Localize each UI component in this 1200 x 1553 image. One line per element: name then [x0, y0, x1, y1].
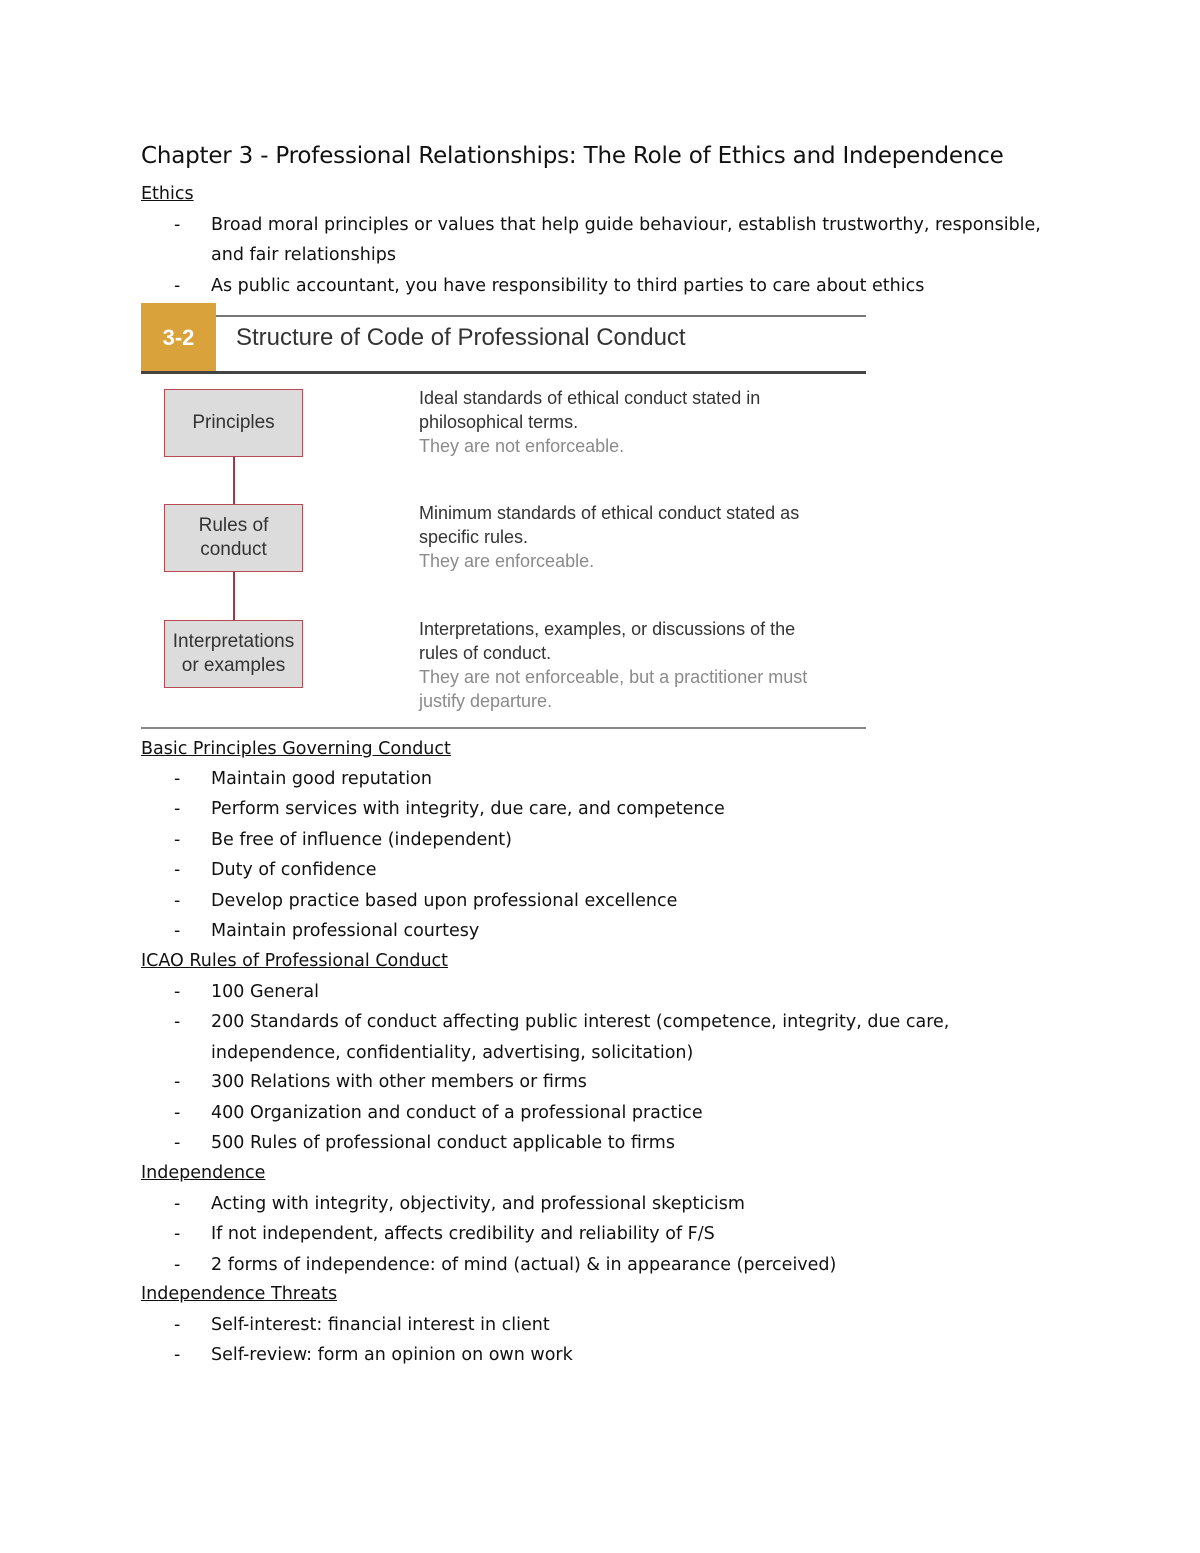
tier-connector: [233, 572, 235, 620]
heading-icao-rules: ICAO Rules of Professional Conduct: [141, 951, 449, 971]
tier-box-principles: Principles: [164, 389, 303, 457]
figure-header-rule: [141, 371, 866, 374]
heading-ethics: Ethics: [141, 184, 194, 204]
bullet-dash: -: [174, 1255, 181, 1275]
bullet-dash: -: [174, 1315, 181, 1335]
bullet-dash: -: [174, 860, 181, 880]
tier-description-rules: Minimum standards of ethical conduct stated as specific rules. They are enforceable.: [419, 503, 800, 571]
tier-description-interpretations: Interpretations, examples, or discussions of the rules of conduct. They are not enforceable, but a practitioner must justify departure.: [419, 619, 808, 711]
bullet-dash: -: [174, 830, 181, 850]
bullet-dash: -: [174, 276, 181, 296]
tier-box-rules-of-conduct: Rules of conduct: [164, 504, 303, 572]
bullet-dash: -: [174, 982, 181, 1002]
heading-basic-principles: Basic Principles Governing Conduct: [141, 739, 451, 759]
bullet-dash: -: [174, 1194, 181, 1214]
bullet-dash: -: [174, 215, 181, 235]
code-structure-figure: [141, 300, 866, 732]
figure-bottom-rule: [141, 727, 866, 729]
figure-top-rule: [141, 315, 866, 317]
tier-description-principles: Ideal standards of ethical conduct stated in philosophical terms. They are not enforceable.: [419, 388, 761, 456]
bullet-dash: -: [174, 1103, 181, 1123]
bullet-dash: -: [174, 891, 181, 911]
figure-title: Structure of Code of Professional Conduct: [236, 324, 686, 351]
bullet-dash: -: [174, 799, 181, 819]
bullet-dash: -: [174, 1224, 181, 1244]
bullet-dash: -: [174, 1345, 181, 1365]
bullet-dash: -: [174, 921, 181, 941]
document-page: Chapter 3 - Professional Relationships: The Role of Ethics and Independence Ethics - Broad moral principles or values that help guide behaviour, establish trustworthy, responsible, and fair relationships - As public accountant, you have responsibility to third parties to care about ethics 3-2 Structure of Code of Professional Conduct Principles Ideal standards of ethical conduct stated in philosophical terms. They are not enforceable. Rules of conduct Minimum standards of ethical conduct stated as specific rules. They are enforceable. Interpretations or examples Interpretations, examples, or discussions of the rules of conduct. They are not enforceable, but a practitioner must justify departure. Basic Principles Governing Conduct - Maintain good reputation - Perform services with integrity, due care, and competence - Be free of influence (independent) - Duty of confidence - Develop practice based upon professional excellence - Maintain professional courtesy ICAO Rules of Professional Conduct - 100 General - 200 Standards of conduct affecting public interest (competence, integrity, due care, independence, confidentiality, advertising, solicitation) - 300 Relations with other members or firms - 400 Organization and conduct of a professional practice - 500 Rules of professional conduct applicable to firms Independence - Acting with integrity, objectivity, and professional skepticism - If not independent, affects credibility and reliability of F/S - 2 forms of independence: of mind (actual) & in appearance (perceived) Independence Threats - Self-interest: financial interest in client - Self-review: form an opinion on own work: [141, 143, 1041, 1365]
tier-box-interpretations: Interpretations or examples: [164, 620, 303, 688]
page-title: Chapter 3 - Professional Relationships: The Role of Ethics and Independence: [141, 143, 1004, 169]
heading-independence-threats: Independence Threats: [141, 1284, 338, 1304]
heading-independence: Independence: [141, 1163, 266, 1183]
tier-connector: [233, 457, 235, 504]
bullet-dash: -: [174, 1012, 181, 1032]
bullet-dash: -: [174, 769, 181, 789]
bullet-dash: -: [174, 1072, 181, 1092]
bullet-dash: -: [174, 1133, 181, 1153]
figure-number-badge: 3-2: [141, 303, 216, 372]
